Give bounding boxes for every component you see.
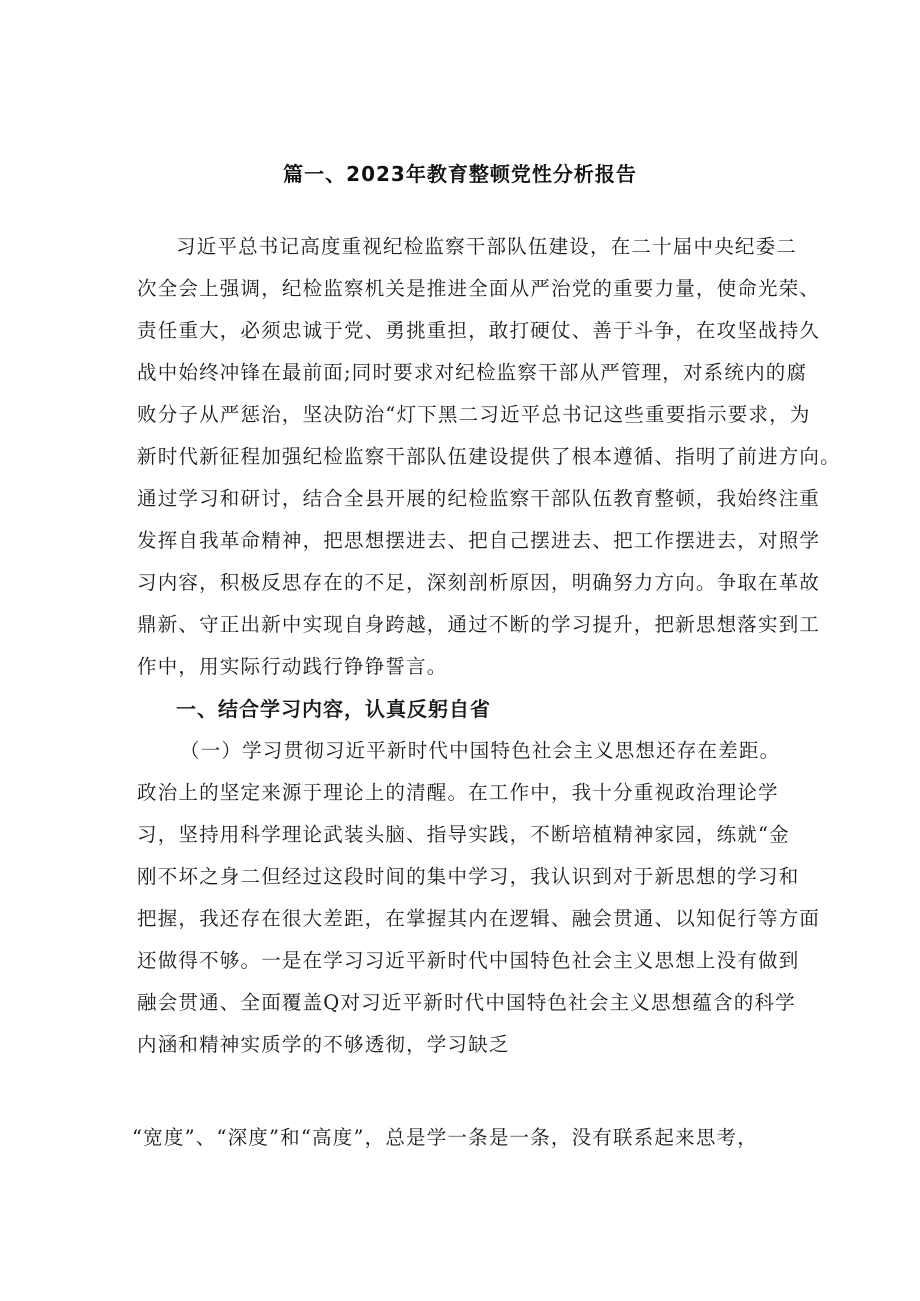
intro-line: 鼎新、守正出新中实现自身跨越，通过不断的学习提升，把新思想落实到工 (137, 613, 821, 636)
intro-line: 新时代新征程加强纪检监察干部队伍建设提供了根本遵循、指明了前进方向。 (137, 445, 841, 468)
body-line: 政治上的坚定来源于理论上的清醒。在工作中，我十分重视政治理论学 (137, 781, 779, 804)
body-line: 刚不坏之身二但经过这段时间的集中学习，我认识到对于新思想的学习和 (137, 865, 800, 888)
intro-line: 习内容，积极反思存在的不足，深刻剖析原因，明确努力方向。争取在革故 (137, 571, 821, 594)
intro-line: 责任重大，必须忠诚于党、勇挑重担，敢打硬仗、善于斗争，在攻坚战持久 (137, 319, 821, 342)
body-line: 内涵和精神实质学的不够透彻，学习缺乏 (137, 1033, 510, 1056)
intro-line: 作中，用实际行动践行铮铮誓言。 (137, 655, 448, 678)
document-title: 篇一、2023年教育整顿党性分析报告 (283, 162, 637, 186)
intro-line: 习近平总书记高度重视纪检监察干部队伍建设，在二十届中央纪委二 (176, 235, 798, 258)
intro-line: 战中始终冲锋在最前面;同时要求对纪检监察干部从严管理，对系统内的腐 (137, 361, 808, 384)
body-line: 融会贯通、全面覆盖Q对习近平新时代中国特色社会主义思想蕴含的科学 (137, 991, 796, 1014)
intro-line: 次全会上强调，纪检监察机关是推进全面从严治党的重要力量，使命光荣、 (137, 277, 821, 300)
subsection-heading: （一）学习贯彻习近平新时代中国特色社会主义思想还存在差距。 (180, 739, 781, 762)
body-line: 习，坚持用科学理论武装头脑、指导实践，不断培植精神家园，练就“金 (137, 823, 790, 846)
section-heading: 一、结合学习内容，认真反躬自省 (176, 697, 491, 721)
tail-line: “宽度”、“深度”和“高度”，总是学一条是一条，没有联系起来思考， (132, 1126, 758, 1149)
body-line: 还做得不够。一是在学习习近平新时代中国特色社会主义思想上没有做到 (137, 949, 800, 972)
body-line: 把握，我还存在很大差距，在掌握其内在逻辑、融会贯通、以知促行等方面 (137, 907, 821, 930)
intro-line: 败分子从严惩治，坚决防治“灯下黑二习近平总书记这些重要指示要求，为 (137, 403, 811, 426)
intro-line: 发挥自我革命精神，把思想摆进去、把自己摆进去、把工作摆进去，对照学 (137, 529, 821, 552)
intro-line: 通过学习和研讨，结合全县开展的纪检监察干部队伍教育整顿，我始终注重 (137, 487, 821, 510)
